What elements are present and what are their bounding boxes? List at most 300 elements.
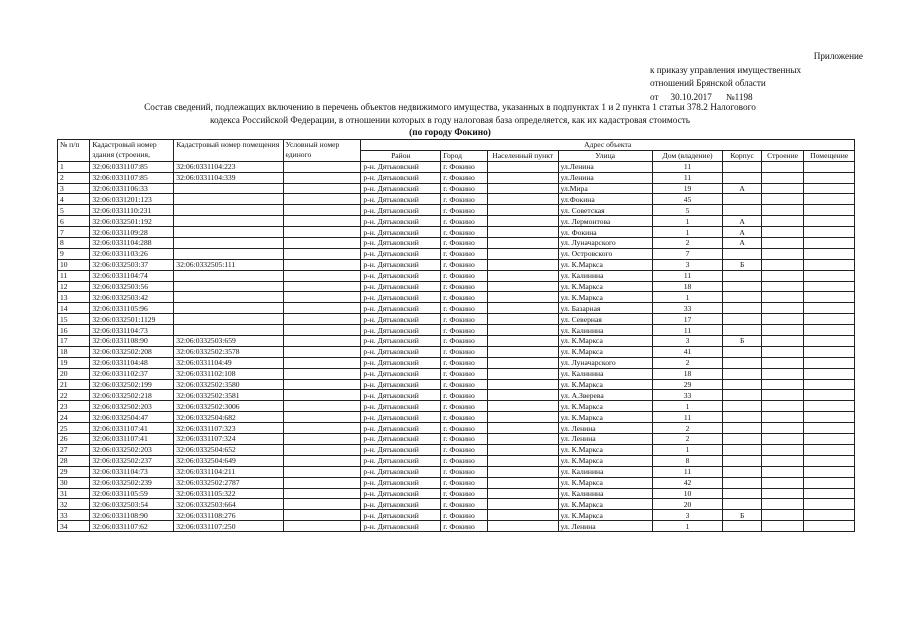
cell-cond-num <box>283 466 361 477</box>
table-row <box>58 205 855 216</box>
cell-house: 1 <box>652 216 723 227</box>
cell-row-number: 16 <box>58 325 90 336</box>
cell-street: ул. Калинина <box>558 488 652 499</box>
cell-house: 33 <box>652 303 723 314</box>
cell-korpus <box>723 434 761 445</box>
cell-locality <box>487 336 558 347</box>
cell-row-number: 5 <box>58 205 90 216</box>
cell-pomeshchenie <box>804 444 855 455</box>
cell-locality <box>487 325 558 336</box>
table-row <box>58 379 855 390</box>
cell-stroenie <box>761 314 803 325</box>
cell-cad-building: 32:06:0331103:26 <box>90 248 174 259</box>
cell-street: ул.Ленина <box>558 172 652 183</box>
cell-street: ул. Калинина <box>558 325 652 336</box>
cell-cond-num <box>283 477 361 488</box>
cell-pomeshchenie <box>804 368 855 379</box>
cell-locality <box>487 466 558 477</box>
header-cond-num: Условный номер единого <box>283 140 361 162</box>
cell-row-number: 32 <box>58 499 90 510</box>
cell-row-number: 34 <box>58 521 90 532</box>
cell-street: ул. Калинина <box>558 270 652 281</box>
cell-cond-num <box>283 259 361 270</box>
cell-stroenie <box>761 172 803 183</box>
cell-stroenie <box>761 259 803 270</box>
cell-street: ул. Островского <box>558 248 652 259</box>
cell-pomeshchenie <box>804 379 855 390</box>
cell-cad-building: 32:06:0332503:42 <box>90 292 174 303</box>
cell-house: 11 <box>652 412 723 423</box>
cell-house: 11 <box>652 172 723 183</box>
cell-cond-num <box>283 227 361 238</box>
cell-cad-room: 32:06:0332504:649 <box>174 455 283 466</box>
cell-cad-room <box>174 216 283 227</box>
cell-city: г. Фокино <box>441 357 488 368</box>
document-title <box>90 102 810 127</box>
cell-street: ул. Луначарского <box>558 238 652 249</box>
cell-row-number: 12 <box>58 281 90 292</box>
cell-street: ул. Базарная <box>558 303 652 314</box>
cell-cad-building: 32:06:0331109:28 <box>90 227 174 238</box>
document-subtitle: (по городу Фокино) <box>409 128 491 138</box>
cell-cad-building: 32:06:0332503:54 <box>90 499 174 510</box>
cell-city: г. Фокино <box>441 194 488 205</box>
cell-cad-building: 32:06:0332502:237 <box>90 455 174 466</box>
cell-cad-building: 32:06:0331107:41 <box>90 423 174 434</box>
table-row <box>58 238 855 249</box>
cell-cond-num <box>283 336 361 347</box>
cell-district: р-н. Дятьковский <box>361 390 441 401</box>
cell-city: г. Фокино <box>441 238 488 249</box>
table-row <box>58 314 855 325</box>
cell-city: г. Фокино <box>441 270 488 281</box>
cell-street: ул. К.Маркса <box>558 455 652 466</box>
cell-cad-room: 32:06:0332503:659 <box>174 336 283 347</box>
order-number: №1198 <box>725 91 753 102</box>
cell-korpus <box>723 477 761 488</box>
header-num: № п/п <box>58 140 90 162</box>
cell-cad-room: 32:06:0331104:211 <box>174 466 283 477</box>
cell-district: р-н. Дятьковский <box>361 444 441 455</box>
table-row <box>58 292 855 303</box>
cell-city: г. Фокино <box>441 488 488 499</box>
cell-district: р-н. Дятьковский <box>361 161 441 172</box>
cell-cad-room <box>174 205 283 216</box>
cell-row-number: 24 <box>58 412 90 423</box>
cell-cond-num <box>283 379 361 390</box>
cell-korpus: А <box>723 216 761 227</box>
cell-row-number: 9 <box>58 248 90 259</box>
cell-locality <box>487 368 558 379</box>
order-ref-line: к приказу управления имущественных <box>650 64 802 75</box>
header-cad-room: Кадастровый номер помещения <box>174 140 283 162</box>
cell-cad-room: 32:06:0331104:339 <box>174 172 283 183</box>
cell-pomeshchenie <box>804 423 855 434</box>
cell-pomeshchenie <box>804 346 855 357</box>
cell-row-number: 13 <box>58 292 90 303</box>
cell-cad-building: 32:06:0332502:203 <box>90 401 174 412</box>
cell-district: р-н. Дятьковский <box>361 194 441 205</box>
cell-pomeshchenie <box>804 401 855 412</box>
cell-row-number: 26 <box>58 434 90 445</box>
cell-district: р-н. Дятьковский <box>361 368 441 379</box>
cell-row-number: 10 <box>58 259 90 270</box>
cell-district: р-н. Дятьковский <box>361 521 441 532</box>
cell-cond-num <box>283 172 361 183</box>
cell-cad-building: 32:06:0331104:73 <box>90 325 174 336</box>
cell-stroenie <box>761 183 803 194</box>
cell-cad-room: 32:06:0332502:3581 <box>174 390 283 401</box>
cell-stroenie <box>761 434 803 445</box>
cell-house: 2 <box>652 238 723 249</box>
cell-locality <box>487 303 558 314</box>
cell-cad-room: 32:06:0332504:682 <box>174 412 283 423</box>
table-row <box>58 455 855 466</box>
cell-locality <box>487 379 558 390</box>
table-row <box>58 401 855 412</box>
cell-street: ул. К.Маркса <box>558 346 652 357</box>
cell-pomeshchenie <box>804 314 855 325</box>
cell-house: 1 <box>652 401 723 412</box>
table-row <box>58 216 855 227</box>
cell-city: г. Фокино <box>441 401 488 412</box>
cell-pomeshchenie <box>804 270 855 281</box>
cell-house: 17 <box>652 314 723 325</box>
cell-korpus <box>723 172 761 183</box>
cell-korpus <box>723 346 761 357</box>
cell-locality <box>487 423 558 434</box>
cell-cad-room <box>174 270 283 281</box>
table-row <box>58 477 855 488</box>
cell-house: 2 <box>652 434 723 445</box>
cell-district: р-н. Дятьковский <box>361 281 441 292</box>
cell-street: ул. Ленина <box>558 434 652 445</box>
cell-city: г. Фокино <box>441 390 488 401</box>
cell-district: р-н. Дятьковский <box>361 314 441 325</box>
cell-korpus: А <box>723 238 761 249</box>
cell-korpus <box>723 161 761 172</box>
cell-pomeshchenie <box>804 466 855 477</box>
cell-cad-building: 32:06:0332502:208 <box>90 346 174 357</box>
cell-street: ул. К.Маркса <box>558 477 652 488</box>
cell-stroenie <box>761 325 803 336</box>
cell-row-number: 28 <box>58 455 90 466</box>
cell-row-number: 18 <box>58 346 90 357</box>
cell-locality <box>487 172 558 183</box>
cell-street: ул. Ленина <box>558 423 652 434</box>
cell-cad-building: 32:06:0331105:96 <box>90 303 174 314</box>
header-district: Район <box>361 150 441 161</box>
cell-locality <box>487 488 558 499</box>
cell-street: ул.Мира <box>558 183 652 194</box>
cell-stroenie <box>761 423 803 434</box>
table-row <box>58 466 855 477</box>
table-row <box>58 434 855 445</box>
cell-cad-room: 32:06:0331107:323 <box>174 423 283 434</box>
cell-row-number: 25 <box>58 423 90 434</box>
cell-row-number: 17 <box>58 336 90 347</box>
cell-cad-building: 32:06:0331108:90 <box>90 510 174 521</box>
cell-cad-room <box>174 194 283 205</box>
cell-cad-building: 32:06:0332502:199 <box>90 379 174 390</box>
cell-korpus <box>723 303 761 314</box>
cell-street: ул. К.Маркса <box>558 379 652 390</box>
cell-cad-building: 32:06:0332502:203 <box>90 444 174 455</box>
cell-street: ул. К.Маркса <box>558 292 652 303</box>
cell-house: 5 <box>652 205 723 216</box>
cell-locality <box>487 499 558 510</box>
header-address: Адрес объекта <box>361 140 855 151</box>
cell-pomeshchenie <box>804 521 855 532</box>
cell-row-number: 27 <box>58 444 90 455</box>
cell-locality <box>487 357 558 368</box>
cell-stroenie <box>761 161 803 172</box>
cell-stroenie <box>761 477 803 488</box>
header-house: Дом (владение) <box>652 150 723 161</box>
cell-stroenie <box>761 368 803 379</box>
cell-district: р-н. Дятьковский <box>361 248 441 259</box>
table-row <box>58 488 855 499</box>
cell-stroenie <box>761 270 803 281</box>
cell-house: 1 <box>652 521 723 532</box>
cell-cad-room: 32:06:0331105:322 <box>174 488 283 499</box>
cell-house: 3 <box>652 510 723 521</box>
cell-stroenie <box>761 216 803 227</box>
cell-stroenie <box>761 379 803 390</box>
cell-cad-building: 32:06:0331104:288 <box>90 238 174 249</box>
cell-row-number: 33 <box>58 510 90 521</box>
cell-korpus <box>723 270 761 281</box>
cell-district: р-н. Дятьковский <box>361 172 441 183</box>
cell-stroenie <box>761 488 803 499</box>
appendix-header <box>650 50 865 104</box>
cell-row-number: 29 <box>58 466 90 477</box>
cell-locality <box>487 444 558 455</box>
cell-street: ул. К.Маркса <box>558 412 652 423</box>
table-row <box>58 368 855 379</box>
cell-locality <box>487 521 558 532</box>
cell-district: р-н. Дятьковский <box>361 379 441 390</box>
cell-city: г. Фокино <box>441 281 488 292</box>
table-row <box>58 390 855 401</box>
cell-locality <box>487 510 558 521</box>
cell-row-number: 21 <box>58 379 90 390</box>
cell-cad-building: 32:06:0331102:37 <box>90 368 174 379</box>
cell-locality <box>487 270 558 281</box>
cell-city: г. Фокино <box>441 325 488 336</box>
cell-cond-num <box>283 346 361 357</box>
cell-city: г. Фокино <box>441 303 488 314</box>
cell-house: 2 <box>652 357 723 368</box>
cell-street: ул. Фокина <box>558 227 652 238</box>
cell-city: г. Фокино <box>441 477 488 488</box>
cell-row-number: 19 <box>58 357 90 368</box>
cell-row-number: 30 <box>58 477 90 488</box>
appendix-label: Приложение <box>813 51 863 61</box>
cell-district: р-н. Дятьковский <box>361 325 441 336</box>
order-date: 30.10.2017 <box>670 91 712 102</box>
cell-street: ул. Советская <box>558 205 652 216</box>
cell-city: г. Фокино <box>441 346 488 357</box>
cell-row-number: 20 <box>58 368 90 379</box>
header-pomeshchenie: Помещение <box>804 150 855 161</box>
cell-korpus: Б <box>723 336 761 347</box>
cell-city: г. Фокино <box>441 336 488 347</box>
cell-pomeshchenie <box>804 194 855 205</box>
cell-locality <box>487 216 558 227</box>
cell-pomeshchenie <box>804 227 855 238</box>
cell-locality <box>487 281 558 292</box>
cell-cad-building: 32:06:0332501:1129 <box>90 314 174 325</box>
cell-cond-num <box>283 303 361 314</box>
title-line-2: кодекса Российской Федерации, в отношении которых в году налоговая база определяется, как их кадастровая стоимость <box>209 115 691 126</box>
cell-street: ул. Калинина <box>558 368 652 379</box>
cell-korpus <box>723 281 761 292</box>
cell-korpus: Б <box>723 510 761 521</box>
cell-cad-room <box>174 248 283 259</box>
cell-korpus <box>723 194 761 205</box>
cell-korpus <box>723 455 761 466</box>
cell-korpus <box>723 314 761 325</box>
cell-city: г. Фокино <box>441 227 488 238</box>
cell-stroenie <box>761 510 803 521</box>
table-row <box>58 227 855 238</box>
cell-cad-building: 32:06:0331105:59 <box>90 488 174 499</box>
cell-cad-room: 32:06:0331104:223 <box>174 161 283 172</box>
cell-street: ул. Лермонтова <box>558 216 652 227</box>
table-row <box>58 412 855 423</box>
cell-stroenie <box>761 336 803 347</box>
cell-cad-room: 32:06:0332502:3578 <box>174 346 283 357</box>
cell-stroenie <box>761 357 803 368</box>
cell-korpus <box>723 205 761 216</box>
cell-locality <box>487 346 558 357</box>
cell-locality <box>487 227 558 238</box>
table-row <box>58 357 855 368</box>
table-row <box>58 346 855 357</box>
cell-cad-room: 32:06:0331107:324 <box>174 434 283 445</box>
cell-city: г. Фокино <box>441 368 488 379</box>
register-table <box>57 139 855 532</box>
cell-stroenie <box>761 401 803 412</box>
table-row <box>58 270 855 281</box>
cell-house: 3 <box>652 259 723 270</box>
cell-stroenie <box>761 499 803 510</box>
cell-cond-num <box>283 455 361 466</box>
cell-cad-room <box>174 238 283 249</box>
cell-cond-num <box>283 401 361 412</box>
cell-pomeshchenie <box>804 172 855 183</box>
cell-cad-building: 32:06:0331104:74 <box>90 270 174 281</box>
cell-stroenie <box>761 238 803 249</box>
cell-locality <box>487 434 558 445</box>
cell-house: 11 <box>652 466 723 477</box>
cell-city: г. Фокино <box>441 183 488 194</box>
cell-city: г. Фокино <box>441 314 488 325</box>
cell-house: 10 <box>652 488 723 499</box>
cell-row-number: 23 <box>58 401 90 412</box>
cell-pomeshchenie <box>804 477 855 488</box>
cell-cad-building: 32:06:0331110:231 <box>90 205 174 216</box>
header-street: Улица <box>558 150 652 161</box>
cell-cad-room: 32:06:0332502:3006 <box>174 401 283 412</box>
cell-locality <box>487 455 558 466</box>
cell-house: 11 <box>652 161 723 172</box>
cell-pomeshchenie <box>804 510 855 521</box>
cell-pomeshchenie <box>804 357 855 368</box>
cell-locality <box>487 477 558 488</box>
cell-street: ул. Северная <box>558 314 652 325</box>
cell-cad-building: 32:06:0331107:85 <box>90 172 174 183</box>
cell-pomeshchenie <box>804 412 855 423</box>
cell-row-number: 8 <box>58 238 90 249</box>
cell-cond-num <box>283 390 361 401</box>
cell-house: 18 <box>652 368 723 379</box>
cell-cad-room: 32:06:0332505:111 <box>174 259 283 270</box>
cell-row-number: 4 <box>58 194 90 205</box>
cell-korpus <box>723 499 761 510</box>
cell-stroenie <box>761 292 803 303</box>
cell-cad-room <box>174 281 283 292</box>
cell-cond-num <box>283 314 361 325</box>
cell-row-number: 1 <box>58 161 90 172</box>
cell-stroenie <box>761 248 803 259</box>
cell-cond-num <box>283 357 361 368</box>
cell-cad-room <box>174 227 283 238</box>
cell-cond-num <box>283 423 361 434</box>
cell-stroenie <box>761 281 803 292</box>
cell-pomeshchenie <box>804 455 855 466</box>
cell-city: г. Фокино <box>441 499 488 510</box>
table-row <box>58 183 855 194</box>
cell-locality <box>487 292 558 303</box>
cell-cond-num <box>283 292 361 303</box>
cell-pomeshchenie <box>804 325 855 336</box>
cell-cond-num <box>283 281 361 292</box>
cell-korpus <box>723 412 761 423</box>
cell-house: 11 <box>652 325 723 336</box>
cell-district: р-н. Дятьковский <box>361 227 441 238</box>
cell-stroenie <box>761 390 803 401</box>
cell-korpus: Б <box>723 259 761 270</box>
table-row <box>58 194 855 205</box>
cell-cad-building: 32:06:0332502:239 <box>90 477 174 488</box>
table-row <box>58 499 855 510</box>
cell-cond-num <box>283 412 361 423</box>
cell-pomeshchenie <box>804 336 855 347</box>
cell-stroenie <box>761 194 803 205</box>
cell-cad-building: 32:06:0332502:218 <box>90 390 174 401</box>
header-stroenie: Строение <box>761 150 803 161</box>
cell-cad-building: 32:06:0332503:37 <box>90 259 174 270</box>
cell-district: р-н. Дятьковский <box>361 183 441 194</box>
cell-city: г. Фокино <box>441 434 488 445</box>
cell-stroenie <box>761 412 803 423</box>
cell-cond-num <box>283 216 361 227</box>
table-row <box>58 423 855 434</box>
cell-city: г. Фокино <box>441 423 488 434</box>
cell-row-number: 22 <box>58 390 90 401</box>
cell-locality <box>487 390 558 401</box>
header-korpus: Корпус <box>723 150 761 161</box>
cell-pomeshchenie <box>804 216 855 227</box>
cell-cond-num <box>283 248 361 259</box>
cell-locality <box>487 401 558 412</box>
cell-locality <box>487 161 558 172</box>
table-row <box>58 336 855 347</box>
cell-row-number: 2 <box>58 172 90 183</box>
cell-district: р-н. Дятьковский <box>361 434 441 445</box>
